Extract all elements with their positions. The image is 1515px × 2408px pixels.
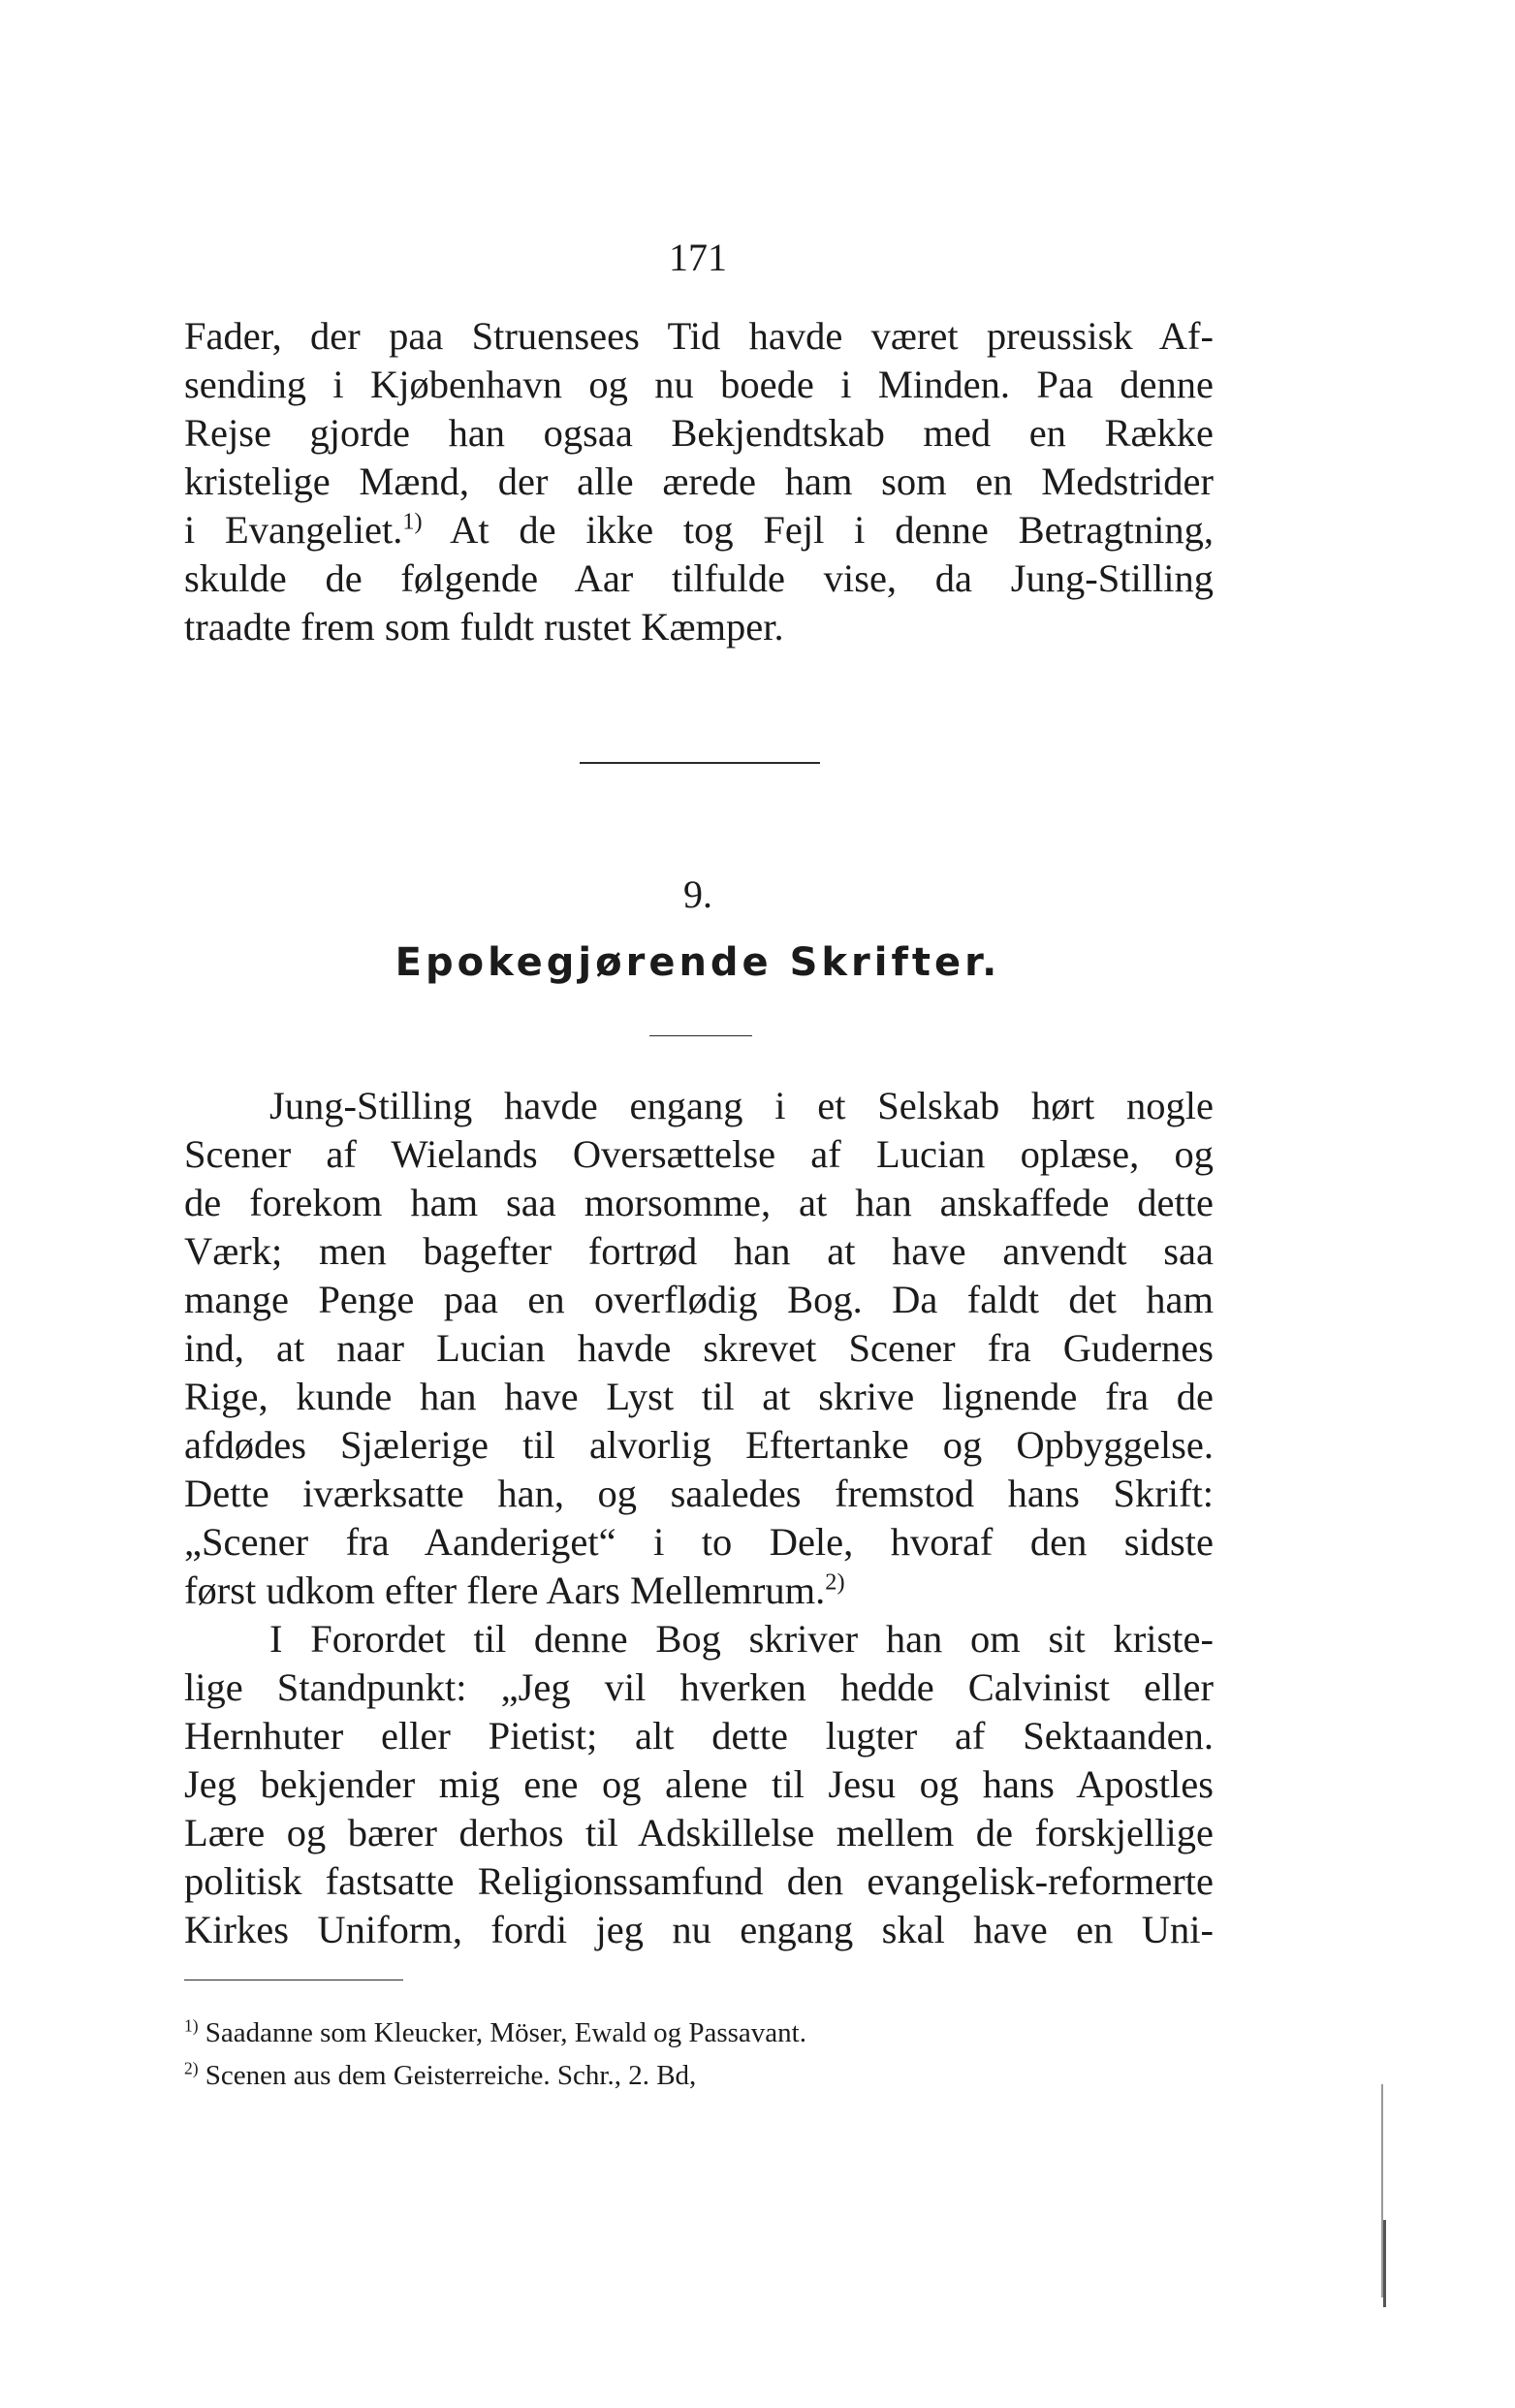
text-fragment: At de ikke tog Fejl i denne Betragtning, [450,508,1215,552]
text-line: Rejse gjorde han ogsaa Bekjendtskab med en Række [184,411,1214,455]
text-line: Kirkes Uniform, fordi jeg nu engang skal have en Uni- [184,1908,1214,1951]
text-line: I Forordet til denne Bog skriver han om sit kriste- [269,1617,1214,1661]
text-line: Lære og bærer derhos til Adskillelse mellem de forskjellige [184,1811,1214,1854]
text-line: sending i Kjøbenhavn og nu boede i Minden. Paa denne [184,363,1214,406]
scan-edge-mark [1383,2220,1386,2307]
text-line: Dette iværksatte han, og saaledes fremstod hans Skrift: [184,1472,1214,1515]
footnote-ref: 2) [825,1568,845,1596]
text-fragment: i Evangeliet. [184,508,403,552]
text-line: „Scener fra Aanderiget“ i to Dele, hvoraf den sidste [184,1520,1214,1564]
paragraph [184,1082,1214,1615]
text-line: Scener af Wielands Oversættelse af Lucian oplæse, og [184,1132,1214,1176]
text-line-with-footnote-ref [184,506,1214,554]
text-line: lige Standpunkt: „Jeg vil hverken hedde Calvinist eller [184,1665,1214,1709]
text-line: politisk fastsatte Religionssamfund den evangelisk-reformerte [184,1859,1214,1903]
footnotes [184,2012,806,2097]
section-number: 9. [683,872,712,916]
text-line: skulde de følgende Aar tilfulde vise, da Jung-Stilling [184,556,1214,600]
text-line: Værk; men bagefter fortrød han at have anvendt saa [184,1229,1214,1273]
text-line: ind, at naar Lucian havde skrevet Scener fra Gudernes [184,1326,1214,1370]
text-line: Hernhuter eller Pietist; alt dette lugter af Sektaanden. [184,1714,1214,1758]
text-line: afdødes Sjælerige til alvorlig Eftertanke og Opbyggelse. [184,1423,1214,1467]
footnote-marker: 1) [184,2015,199,2036]
section-title: Epokegjørende Skrifter. [395,940,1001,985]
text-fragment: først udkom efter flere Aars Mellemrum. [184,1568,826,1612]
text-line-with-footnote-ref [184,1567,1214,1615]
text-line: mange Penge paa en overflødig Bog. Da faldt det ham [184,1278,1214,1321]
footnote-text: Saadanne som Kleucker, Möser, Ewald og Passavant. [205,2017,806,2048]
footnote-marker: 2) [184,2058,199,2078]
paragraph-continuation [184,312,1214,651]
footnote [184,2054,806,2097]
footnote-text: Scenen aus dem Geisterreiche. Schr., 2. Bd, [205,2060,697,2091]
page-number: 171 [669,236,727,279]
text-line: traadte frem som fuldt rustet Kæmper. [184,605,784,649]
title-underline-rule [649,1035,752,1036]
paragraph [184,1615,1214,1954]
section-separator-rule [580,762,820,764]
footnote [184,2012,806,2054]
text-line: de forekom ham saa morsomme, at han anskaffede dette [184,1181,1214,1224]
footnote-ref: 1) [402,508,423,535]
text-line: Rige, kunde han have Lyst til at skrive lignende fra de [184,1375,1214,1418]
text-line: Fader, der paa Struensees Tid havde været preussisk Af- [184,314,1214,358]
text-line: Jung-Stilling havde engang i et Selskab hørt nogle [269,1084,1214,1127]
text-line: kristelige Mænd, der alle ærede ham som en Medstrider [184,459,1214,503]
text-line: Jeg bekjender mig ene og alene til Jesu og hans Apostles [184,1762,1214,1806]
